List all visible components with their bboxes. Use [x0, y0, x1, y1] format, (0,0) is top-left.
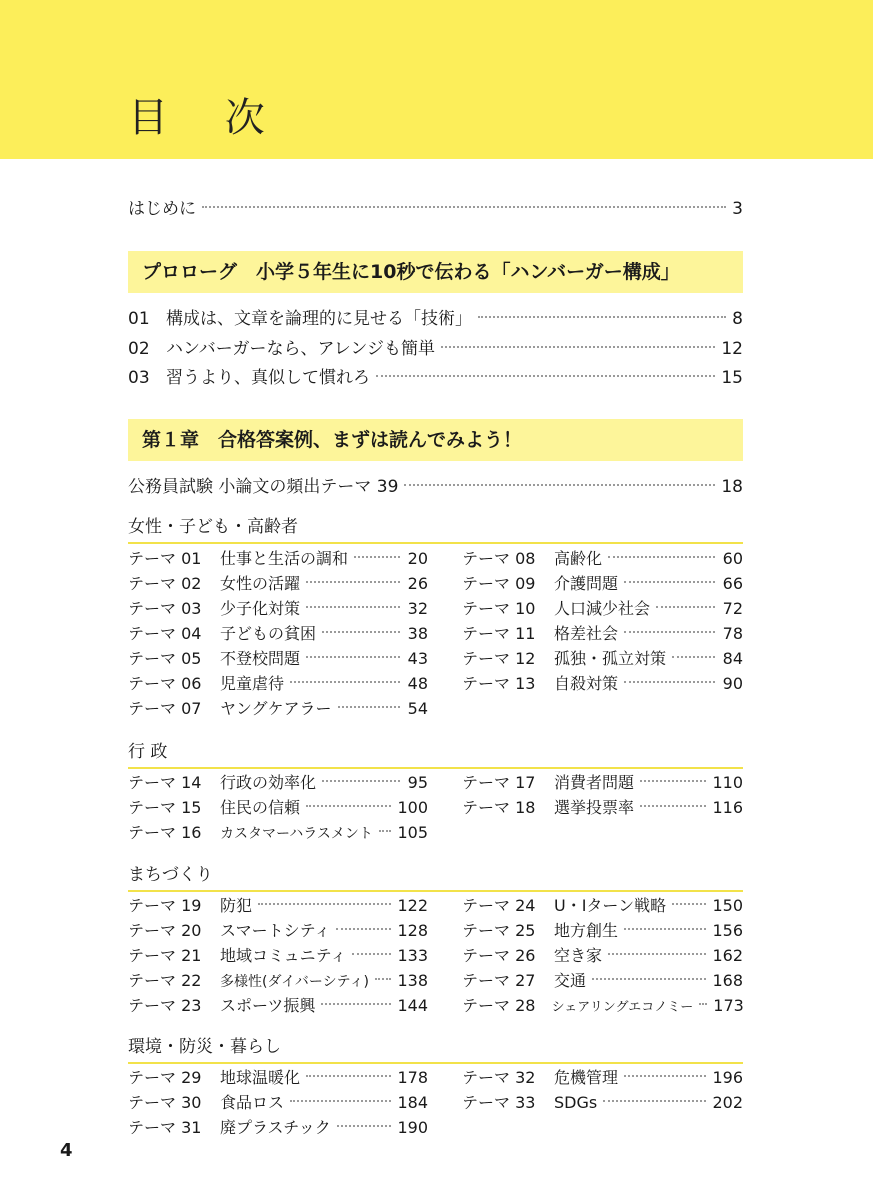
theme-number: テーマ 08: [462, 549, 536, 568]
theme-page: 110: [712, 773, 743, 792]
section-heading: 女性・子ども・高齢者: [128, 514, 743, 544]
theme-label: 介護問題: [554, 574, 619, 593]
theme-label: 児童虐待: [220, 674, 285, 693]
section-heading: まちづくり: [128, 862, 743, 892]
theme-entry[interactable]: [462, 795, 743, 820]
theme-number: テーマ 21: [128, 946, 202, 965]
theme-entry[interactable]: [128, 820, 428, 847]
theme-page: 78: [722, 624, 743, 643]
dot-leader: [624, 1075, 706, 1077]
theme-label: 交通: [554, 971, 587, 990]
theme-page: 138: [397, 971, 428, 990]
dot-leader: [306, 1075, 391, 1077]
theme-page: 128: [397, 921, 428, 940]
dot-leader: [306, 656, 400, 658]
theme-page: 168: [712, 971, 743, 990]
theme-page: 84: [722, 649, 743, 668]
theme-number: テーマ 10: [462, 599, 536, 618]
theme-label: スマートシティ: [220, 921, 331, 940]
theme-page: 48: [407, 674, 428, 693]
dot-leader: [306, 805, 391, 807]
theme-page: 184: [397, 1093, 428, 1112]
theme-page: 202: [712, 1093, 743, 1112]
theme-page: 90: [722, 674, 743, 693]
dot-leader: [337, 1125, 392, 1127]
theme-label: 孤独・孤立対策: [554, 649, 667, 668]
theme-number: テーマ 13: [462, 674, 536, 693]
theme-entry[interactable]: [128, 893, 428, 918]
theme-label: 高齢化: [554, 549, 603, 568]
theme-label: 消費者問題: [554, 773, 635, 792]
dot-leader: [603, 1100, 706, 1102]
theme-label: 少子化対策: [220, 599, 301, 618]
theme-label: 地球温暖化: [220, 1068, 301, 1087]
theme-label: 不登校問題: [220, 649, 301, 668]
dot-leader: [656, 606, 715, 608]
toc-entry[interactable]: [128, 336, 743, 362]
theme-number: テーマ 26: [462, 946, 536, 965]
entry-page: 3: [732, 199, 743, 219]
dot-leader: [290, 681, 400, 683]
theme-page: 178: [397, 1068, 428, 1087]
chapter1-heading: 第１章 合格答案例、まずは読んでみよう！: [128, 419, 743, 461]
theme-number: テーマ 23: [128, 996, 202, 1015]
theme-entry[interactable]: [128, 943, 428, 968]
theme-entry[interactable]: [462, 993, 743, 1020]
theme-label: ヤングケアラー: [220, 699, 332, 718]
theme-entry[interactable]: [462, 546, 743, 571]
theme-number: テーマ 06: [128, 674, 202, 693]
dot-leader: [672, 903, 706, 905]
theme-page: 100: [397, 798, 428, 817]
dot-leader: [624, 581, 715, 583]
theme-entry[interactable]: [462, 1090, 743, 1115]
theme-page: 190: [397, 1118, 428, 1137]
theme-number: テーマ 24: [462, 896, 536, 915]
theme-page: 116: [712, 798, 743, 817]
page-number: 4: [60, 1140, 73, 1161]
theme-entry[interactable]: [462, 968, 743, 993]
theme-label: 危機管理: [554, 1068, 619, 1087]
theme-entry[interactable]: [462, 596, 743, 621]
entry-page: 18: [721, 477, 743, 497]
dot-leader: [375, 978, 391, 980]
entry-page: 8: [732, 309, 743, 329]
dot-leader: [354, 556, 400, 558]
theme-number: テーマ 27: [462, 971, 536, 990]
dot-leader: [624, 928, 706, 930]
toc-entry-overview[interactable]: [128, 474, 743, 500]
theme-entry[interactable]: [462, 918, 743, 943]
theme-label: 人口減少社会: [554, 599, 651, 618]
entry-page: 15: [721, 368, 743, 388]
theme-page: 66: [722, 574, 743, 593]
theme-entry[interactable]: [462, 893, 743, 918]
theme-number: テーマ 02: [128, 574, 202, 593]
theme-entry[interactable]: [462, 571, 743, 596]
dot-leader: [338, 706, 400, 708]
dot-leader: [306, 581, 400, 583]
theme-label: 廃プラスチック: [220, 1118, 331, 1137]
theme-page: 196: [712, 1068, 743, 1087]
theme-label: 地域コミュニティ: [220, 946, 347, 965]
entry-label: 公務員試験 小論文の頻出テーマ 39: [128, 477, 399, 497]
theme-entry[interactable]: [128, 621, 428, 646]
theme-page: 133: [397, 946, 428, 965]
prologue-heading: プロローグ 小学５年生に10秒で伝わる「ハンバーガー構成」: [128, 251, 743, 293]
theme-entry[interactable]: [462, 646, 743, 671]
section-heading: 環境・防災・暮らし: [128, 1034, 743, 1064]
dot-leader: [624, 681, 715, 683]
entry-number: 03: [128, 368, 150, 388]
toc-entry[interactable]: [128, 365, 743, 391]
theme-page: 122: [397, 896, 428, 915]
theme-number: テーマ 05: [128, 649, 202, 668]
theme-number: テーマ 19: [128, 896, 202, 915]
theme-entry[interactable]: [462, 943, 743, 968]
theme-page: 38: [407, 624, 428, 643]
theme-page: 32: [407, 599, 428, 618]
theme-label: U・Iターン戦略: [554, 896, 667, 915]
entry-label: ハンバーガーなら、アレンジも簡単: [166, 339, 435, 359]
header-band: [0, 0, 873, 159]
theme-number: テーマ 18: [462, 798, 536, 817]
theme-page: 54: [407, 699, 428, 718]
theme-entry[interactable]: [128, 1090, 428, 1115]
theme-label: 自殺対策: [554, 674, 619, 693]
dot-leader: [379, 830, 392, 832]
theme-label: 仕事と生活の調和: [220, 549, 349, 568]
theme-label: 格差社会: [554, 624, 619, 643]
theme-page: 26: [407, 574, 428, 593]
section-heading: 行 政: [128, 739, 743, 769]
theme-page: 156: [712, 921, 743, 940]
theme-entry[interactable]: [128, 1115, 428, 1140]
entry-label: 構成は、文章を論理的に見せる「技術」: [166, 309, 472, 329]
theme-number: テーマ 32: [462, 1068, 536, 1087]
entry-label: はじめに: [128, 199, 196, 219]
theme-number: テーマ 09: [462, 574, 536, 593]
dot-leader: [699, 1003, 707, 1005]
theme-entry[interactable]: [462, 671, 743, 696]
theme-number: テーマ 28: [462, 996, 536, 1015]
theme-label: SDGs: [554, 1093, 598, 1112]
entry-number: 01: [128, 309, 150, 329]
theme-entry[interactable]: [128, 993, 428, 1018]
dot-leader: [640, 805, 706, 807]
dot-leader: [640, 780, 706, 782]
theme-number: テーマ 25: [462, 921, 536, 940]
dot-leader: [376, 375, 715, 377]
theme-entry[interactable]: [128, 696, 428, 721]
theme-label: 住民の信頼: [220, 798, 301, 817]
theme-entry[interactable]: [128, 546, 428, 571]
theme-label: カスタマーハラスメント: [220, 826, 373, 842]
theme-label: 行政の効率化: [220, 773, 317, 792]
theme-entry[interactable]: [128, 770, 428, 795]
theme-label: スポーツ振興: [220, 996, 316, 1015]
theme-label: 子どもの貧困: [220, 624, 317, 643]
entry-page: 12: [721, 339, 743, 359]
theme-label: 地方創生: [554, 921, 619, 940]
dot-leader: [478, 316, 726, 318]
theme-number: テーマ 33: [462, 1093, 536, 1112]
theme-entry[interactable]: [128, 596, 428, 621]
theme-label: 選挙投票率: [554, 798, 635, 817]
theme-number: テーマ 31: [128, 1118, 202, 1137]
dot-leader: [322, 631, 400, 633]
theme-page: 72: [722, 599, 743, 618]
theme-entry[interactable]: [462, 621, 743, 646]
dot-leader: [306, 606, 400, 608]
dot-leader: [592, 978, 706, 980]
theme-number: テーマ 12: [462, 649, 536, 668]
theme-number: テーマ 29: [128, 1068, 202, 1087]
theme-label: 食品ロス: [220, 1093, 285, 1112]
theme-page: 20: [407, 549, 428, 568]
theme-number: テーマ 15: [128, 798, 202, 817]
dot-leader: [608, 556, 715, 558]
dot-leader: [322, 780, 400, 782]
theme-entry[interactable]: [128, 918, 428, 943]
dot-leader: [258, 903, 391, 905]
dot-leader: [321, 1003, 391, 1005]
theme-page: 150: [712, 896, 743, 915]
theme-number: テーマ 01: [128, 549, 202, 568]
theme-page: 105: [397, 823, 428, 842]
theme-number: テーマ 11: [462, 624, 536, 643]
dot-leader: [672, 656, 715, 658]
theme-label: 女性の活躍: [220, 574, 301, 593]
toc-entry[interactable]: [128, 306, 743, 332]
theme-page: 173: [713, 996, 744, 1015]
theme-page: 162: [712, 946, 743, 965]
theme-page: 43: [407, 649, 428, 668]
theme-page: 60: [722, 549, 743, 568]
page-title: 目 次: [128, 95, 287, 141]
entry-number: 02: [128, 339, 150, 359]
theme-label: 多様性(ダイバーシティ): [220, 974, 369, 990]
theme-entry[interactable]: [128, 571, 428, 596]
theme-entry[interactable]: [128, 968, 428, 995]
entry-label: 習うより、真似して慣れろ: [166, 368, 370, 388]
theme-number: テーマ 07: [128, 699, 202, 718]
theme-entry[interactable]: [128, 646, 428, 671]
theme-number: テーマ 14: [128, 773, 202, 792]
dot-leader: [336, 928, 391, 930]
theme-page: 95: [407, 773, 428, 792]
dot-leader: [352, 953, 391, 955]
theme-number: テーマ 16: [128, 823, 202, 842]
theme-number: テーマ 20: [128, 921, 202, 940]
theme-number: テーマ 03: [128, 599, 202, 618]
dot-leader: [404, 484, 715, 486]
dot-leader: [624, 631, 715, 633]
theme-entry[interactable]: [462, 1065, 743, 1090]
dot-leader: [202, 206, 726, 208]
theme-entry[interactable]: [462, 770, 743, 795]
dot-leader: [608, 953, 706, 955]
dot-leader: [290, 1100, 391, 1102]
toc-entry-intro[interactable]: [128, 196, 743, 222]
theme-label: 防犯: [220, 896, 253, 915]
theme-number: テーマ 30: [128, 1093, 202, 1112]
theme-label: 空き家: [554, 946, 603, 965]
theme-number: テーマ 22: [128, 971, 202, 990]
theme-number: テーマ 04: [128, 624, 202, 643]
dot-leader: [441, 346, 715, 348]
theme-entry[interactable]: [128, 1065, 428, 1090]
theme-number: テーマ 17: [462, 773, 536, 792]
theme-entry[interactable]: [128, 795, 428, 820]
theme-label: シェアリングエコノミー: [551, 1000, 694, 1015]
theme-entry[interactable]: [128, 671, 428, 696]
theme-page: 144: [397, 996, 428, 1015]
